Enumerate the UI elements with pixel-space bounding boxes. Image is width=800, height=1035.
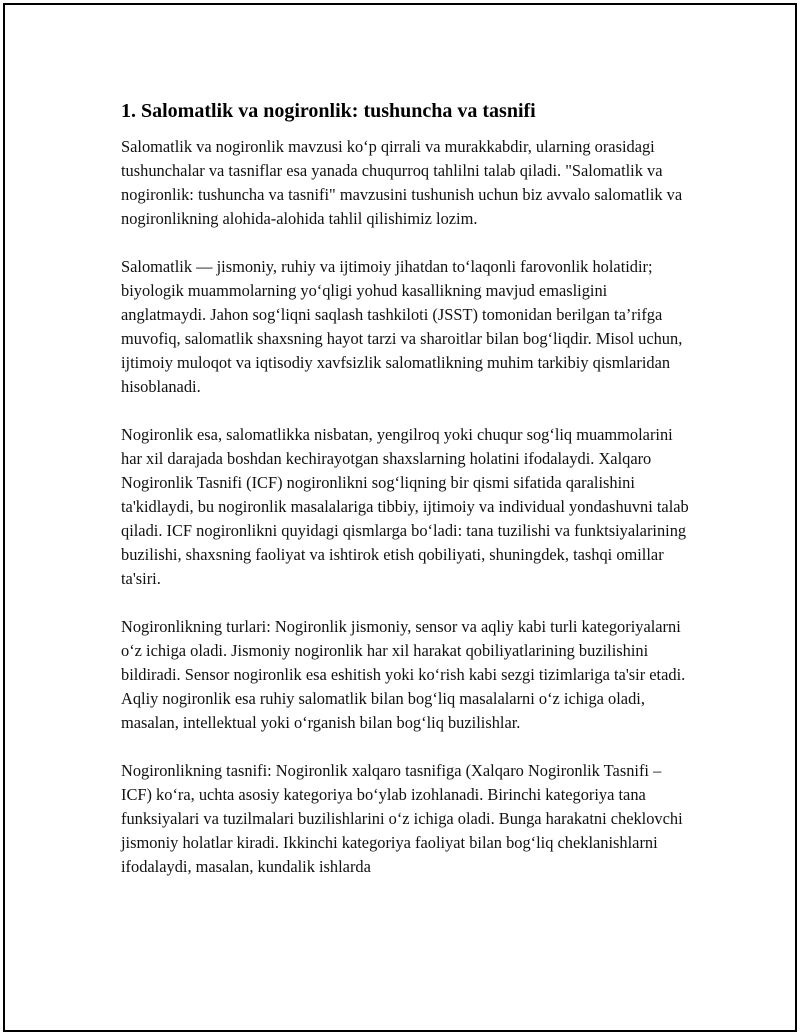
paragraph-disability-classification: Nogironlikning tasnifi: Nogironlik xalqaro tasnifiga (Xalqaro Nogironlik Tasnifi – ICF) ko‘ra, uchta asosiy kategoriya bo‘ylab izohlanadi. Birinchi kategoriya tana funksiyalari va tuzilmalari buzilishlarini o‘z ichiga oladi. Bunga harakatni cheklovchi jismoniy holatlar kiradi. Ikkinchi kategoriya faoliyat bilan bog‘liq cheklanishlarni ifodalaydi, masalan, kundalik ishlarda [121,761,683,876]
section-heading: 1. Salomatlik va nogironlik: tushuncha va tasnifi [121,100,536,122]
paragraph-intro: Salomatlik va nogironlik mavzusi ko‘p qirrali va murakkabdir, ularning orasidagi tushunchalar va tasniflar esa yanada chuqurroq tahlilni talab qiladi. "Salomatlik va nogironlik: tushuncha va tasnifi" mavzusini tushunish uchun biz avvalo salomatlik va nogironlikning alohida-alohida tahlil qilishimiz lozim. [121,137,683,228]
document-body [121,97,691,903]
page-frame [3,3,797,1032]
paragraph-disability-types: Nogironlikning turlari: Nogironlik jismoniy, sensor va aqliy kabi turli kategoriyalarni o‘z ichiga oladi. Jismoniy nogironlik har xil harakat qobiliyatlarining buzilishini bildiradi. Sensor nogironlik esa eshitish yoki ko‘rish kabi sezgi tizimlariga ta'sir etadi. Aqliy nogironlik esa ruhiy salomatlik bilan bog‘liq masalalarni o‘z ichiga oladi, masalan, intellektual yoki o‘rganish bilan bog‘liq buzilishlar. [121,617,686,732]
paragraph-disability-definition: Nogironlik esa, salomatlikka nisbatan, yengilroq yoki chuqur sog‘liq muammolarini har xil darajada boshdan kechirayotgan shaxslarning holatini ifodalaydi. Xalqaro Nogironlik Tasnifi (ICF) nogironlikni sog‘liqning bir qismi sifatida qaralishini ta'kidlaydi, bu nogironlik masalalariga tibbiy, ijtimoiy va individual yondashuvni talab qiladi. ICF nogironlikni quyidagi qismlarga bo‘ladi: tana tuzilishi va funktsiyalarining buzilishi, shaxsning faoliyat va ishtirok etish qobiliyati, shuningdek, tashqi omillar ta'siri. [121,425,689,588]
paragraph-health-definition: Salomatlik — jismoniy, ruhiy va ijtimoiy jihatdan to‘laqonli farovonlik holatidir; biyologik muammolarning yo‘qligi yohud kasallikning mavjud emasligini anglatmaydi. Jahon sog‘liqni saqlash tashkiloti (JSST) tomonidan berilgan ta’rifga muvofiq, salomatlik shaxsning hayot tarzi va sharoitlar bilan bog‘liqdir. Misol uchun, ijtimoiy muloqot va iqtisodiy xavfsizlik salomatlikning muhim tarkibiy qismlaridan hisoblanadi. [121,257,683,396]
